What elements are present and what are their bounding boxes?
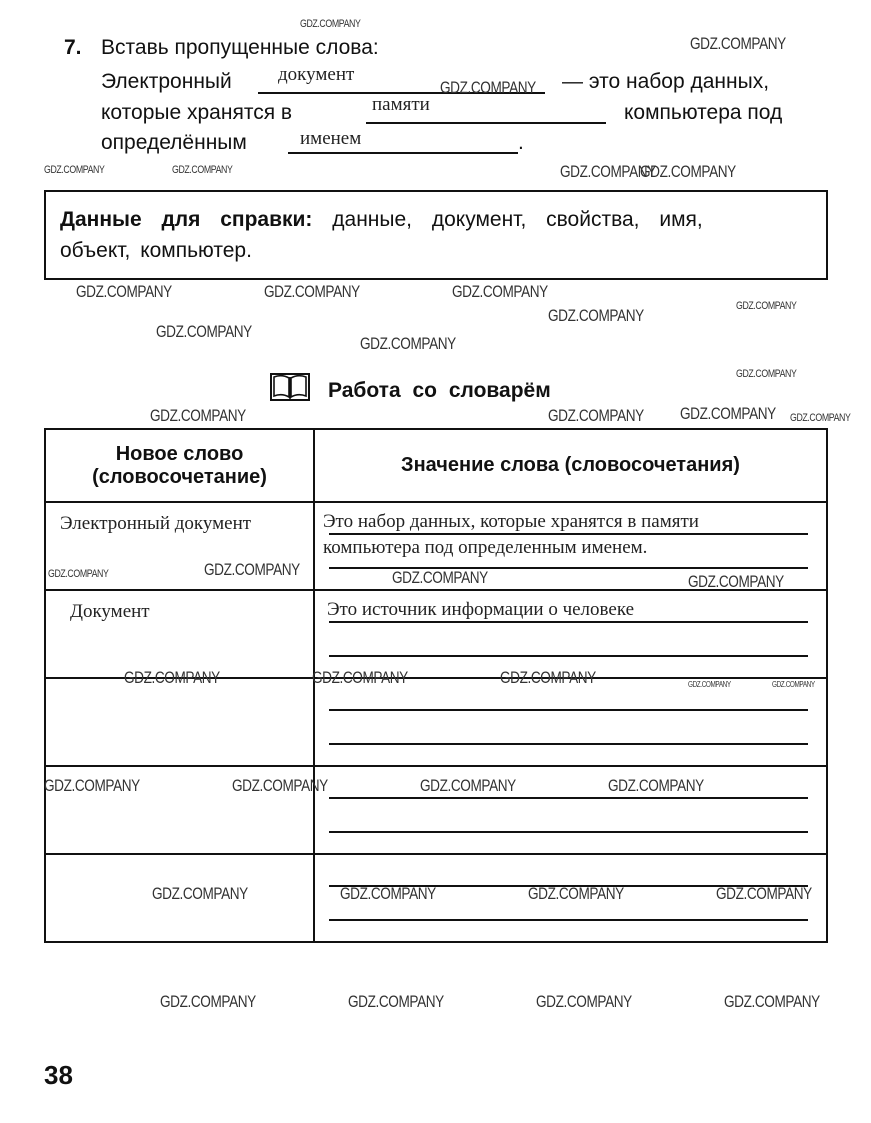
reference-words: данные, документ, свойства, имя, bbox=[332, 208, 703, 231]
watermark: GDZ.COMPANY bbox=[690, 34, 786, 53]
watermark: GDZ.COMPANY bbox=[688, 680, 731, 689]
watermark: GDZ.COMPANY bbox=[548, 406, 644, 425]
watermark: GDZ.COMPANY bbox=[772, 680, 815, 689]
watermark: GDZ.COMPANY bbox=[560, 162, 656, 181]
reference-label: Данные для справки: bbox=[60, 208, 313, 231]
watermark: GDZ.COMPANY bbox=[608, 776, 704, 795]
watermark: GDZ.COMPANY bbox=[156, 322, 252, 341]
table-row bbox=[45, 678, 827, 766]
word-cell: Документ bbox=[70, 601, 150, 622]
answer-3: именем bbox=[300, 128, 362, 149]
answer-blank-2 bbox=[366, 122, 606, 124]
reference-line-1 bbox=[60, 208, 703, 232]
table-header-row bbox=[45, 429, 827, 502]
watermark: GDZ.COMPANY bbox=[736, 368, 797, 380]
header-meaning: Значение слова (словосочетания) bbox=[314, 429, 827, 502]
line3-end: . bbox=[518, 131, 524, 154]
line2-start: которые хранятся в bbox=[101, 101, 293, 124]
line1-start: Электронный bbox=[101, 70, 232, 93]
watermark: GDZ.COMPANY bbox=[452, 282, 548, 301]
dictionary-title: Работа со словарём bbox=[328, 379, 551, 402]
watermark: GDZ.COMPANY bbox=[348, 992, 444, 1011]
watermark: GDZ.COMPANY bbox=[44, 776, 140, 795]
line1-end: — это набор данных, bbox=[562, 70, 770, 93]
watermark: GDZ.COMPANY bbox=[500, 668, 596, 687]
watermark: GDZ.COMPANY bbox=[340, 884, 436, 903]
watermark: GDZ.COMPANY bbox=[528, 884, 624, 903]
watermark: GDZ.COMPANY bbox=[300, 18, 361, 30]
watermark: GDZ.COMPANY bbox=[548, 306, 644, 325]
watermark: GDZ.COMPANY bbox=[172, 164, 233, 176]
line2-end: компьютера под bbox=[624, 101, 783, 124]
word-cell: Электронный документ bbox=[60, 513, 252, 534]
watermark: GDZ.COMPANY bbox=[312, 668, 408, 687]
watermark: GDZ.COMPANY bbox=[736, 300, 797, 312]
watermark: GDZ.COMPANY bbox=[232, 776, 328, 795]
watermark: GDZ.COMPANY bbox=[152, 884, 248, 903]
watermark: GDZ.COMPANY bbox=[48, 568, 109, 580]
watermark: GDZ.COMPANY bbox=[360, 334, 456, 353]
answer-blank-3 bbox=[288, 152, 518, 154]
watermark: GDZ.COMPANY bbox=[420, 776, 516, 795]
page-number: 38 bbox=[44, 1060, 73, 1090]
meaning-cell: Это набор данных, которые хранятся в памяти компьютера под определенным именем. bbox=[323, 511, 699, 558]
header-new-word: Новое слово (словосочетание) bbox=[45, 429, 314, 502]
watermark: GDZ.COMPANY bbox=[790, 412, 851, 424]
reference-box bbox=[44, 190, 828, 280]
watermark: GDZ.COMPANY bbox=[724, 992, 820, 1011]
answer-2: памяти bbox=[372, 94, 430, 115]
reference-line-2: объект, компьютер. bbox=[60, 239, 252, 262]
watermark: GDZ.COMPANY bbox=[640, 162, 736, 181]
answer-1: документ bbox=[278, 64, 355, 85]
watermark: GDZ.COMPANY bbox=[536, 992, 632, 1011]
watermark: GDZ.COMPANY bbox=[204, 560, 300, 579]
watermark: GDZ.COMPANY bbox=[76, 282, 172, 301]
exercise-number: 7. bbox=[64, 36, 82, 59]
open-book-icon bbox=[270, 372, 310, 407]
watermark: GDZ.COMPANY bbox=[264, 282, 360, 301]
watermark: GDZ.COMPANY bbox=[680, 404, 776, 423]
meaning-cell: Это источник информации о человеке bbox=[327, 599, 635, 620]
watermark: GDZ.COMPANY bbox=[160, 992, 256, 1011]
watermark: GDZ.COMPANY bbox=[392, 568, 488, 587]
watermark: GDZ.COMPANY bbox=[688, 572, 784, 591]
watermark: GDZ.COMPANY bbox=[440, 78, 536, 97]
watermark: GDZ.COMPANY bbox=[124, 668, 220, 687]
watermark: GDZ.COMPANY bbox=[150, 406, 246, 425]
watermark: GDZ.COMPANY bbox=[44, 164, 105, 176]
exercise-instruction: Вставь пропущенные слова: bbox=[101, 36, 379, 59]
line3-start: определённым bbox=[101, 131, 247, 154]
watermark: GDZ.COMPANY bbox=[716, 884, 812, 903]
table-row bbox=[45, 590, 827, 678]
